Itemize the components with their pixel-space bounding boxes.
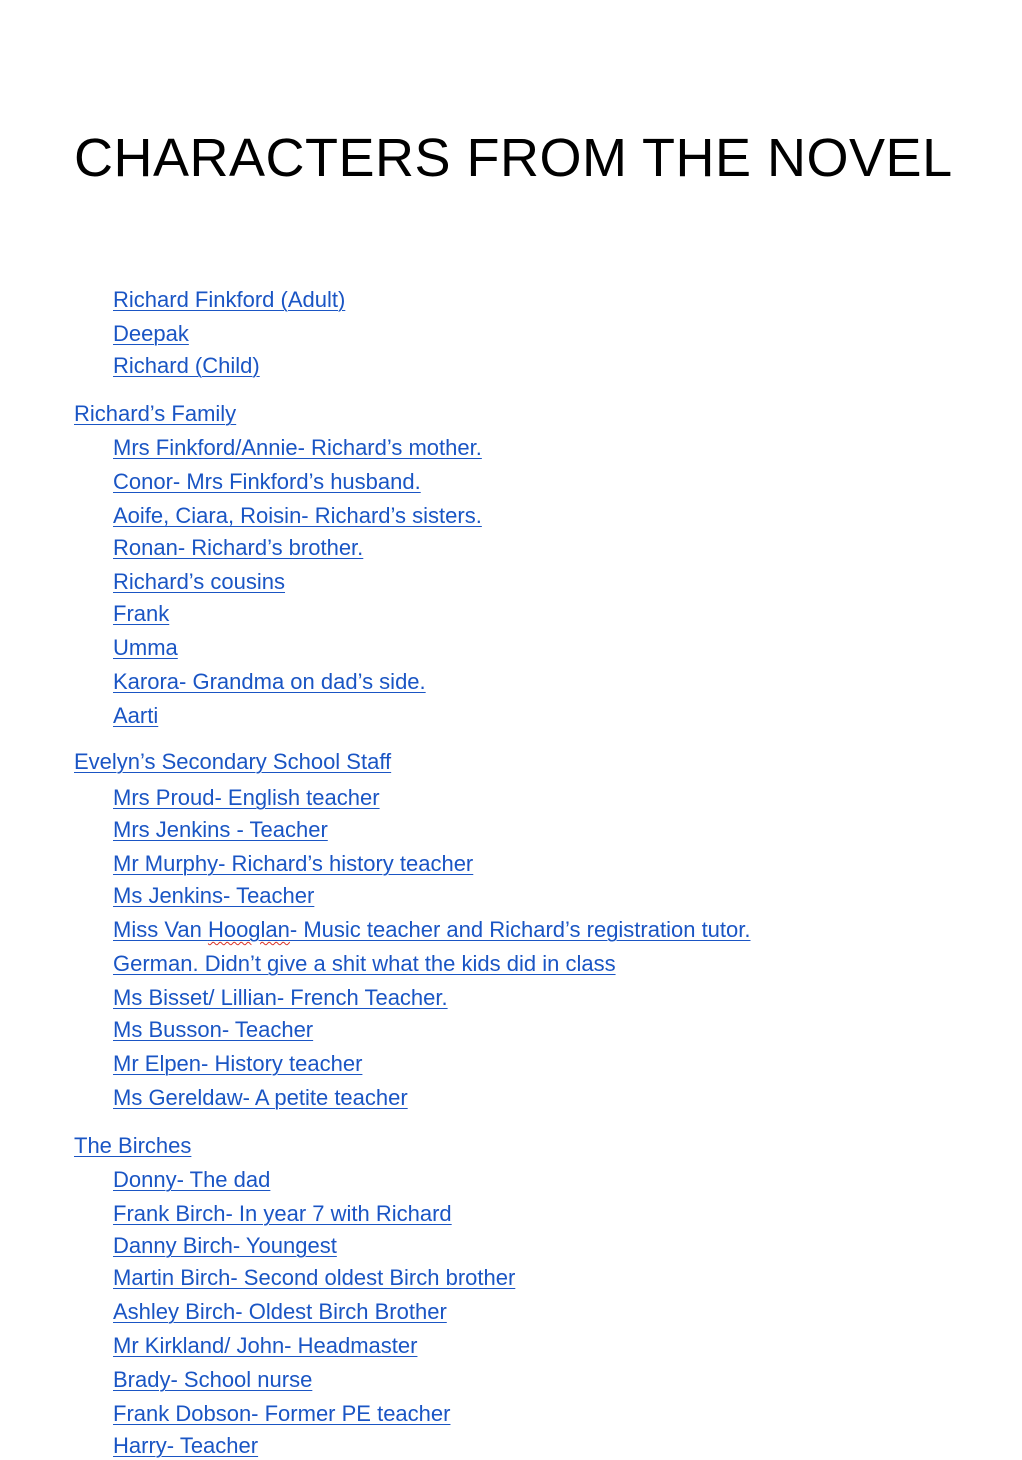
- toc-heading-richards-family[interactable]: Richard’s Family: [74, 401, 237, 426]
- toc-link-mrs-jenkins[interactable]: Mrs Jenkins - Teacher: [113, 817, 328, 842]
- toc-link-ashley-birch[interactable]: Ashley Birch- Oldest Birch Brother: [113, 1299, 447, 1324]
- spellcheck-flagged-word[interactable]: Hooglan: [207, 917, 290, 942]
- toc-link-karora[interactable]: Karora- Grandma on dad’s side.: [113, 669, 426, 694]
- toc-link-mr-elpen[interactable]: Mr Elpen- History teacher: [113, 1051, 363, 1076]
- toc-link-deepak[interactable]: Deepak: [113, 321, 189, 346]
- toc-link-frank-dobson[interactable]: Frank Dobson- Former PE teacher: [113, 1401, 451, 1426]
- toc-heading-school-staff[interactable]: Evelyn’s Secondary School Staff: [74, 749, 392, 774]
- toc-link-ms-bisset[interactable]: Ms Bisset/ Lillian- French Teacher.: [113, 985, 448, 1010]
- toc-heading-the-birches[interactable]: The Birches: [74, 1133, 192, 1158]
- toc-link-ronan[interactable]: Ronan- Richard’s brother.: [113, 535, 364, 560]
- toc-link-conor[interactable]: Conor- Mrs Finkford’s husband.: [113, 469, 421, 494]
- toc-link-martin-birch[interactable]: Martin Birch- Second oldest Birch brother: [113, 1265, 516, 1290]
- toc-link-aarti[interactable]: Aarti: [113, 703, 159, 728]
- toc-link-mr-murphy[interactable]: Mr Murphy- Richard’s history teacher: [113, 851, 474, 876]
- document-title: CHARACTERS FROM THE NOVEL: [74, 128, 953, 188]
- toc-link-mrs-proud[interactable]: Mrs Proud- English teacher: [113, 785, 380, 810]
- toc-link-ms-busson[interactable]: Ms Busson- Teacher: [113, 1017, 314, 1042]
- toc-link-umma[interactable]: Umma: [113, 635, 178, 660]
- toc-link-richard-child[interactable]: Richard (Child): [113, 353, 260, 378]
- toc-link-ms-jenkins[interactable]: Ms Jenkins- Teacher: [113, 883, 315, 908]
- toc-link-german[interactable]: German. Didn’t give a shit what the kids did in class: [113, 951, 616, 976]
- toc-link-frank-birch[interactable]: Frank Birch- In year 7 with Richard: [113, 1201, 452, 1226]
- toc-link-mr-kirkland[interactable]: Mr Kirkland/ John- Headmaster: [113, 1333, 418, 1358]
- toc-link-cousins[interactable]: Richard’s cousins: [113, 569, 286, 594]
- toc-link-richard-finkford-adult[interactable]: Richard Finkford (Adult): [113, 287, 346, 312]
- toc-link-text-suffix: - Music teacher and Richard’s registration tutor.: [289, 917, 751, 942]
- toc-link-brady[interactable]: Brady- School nurse: [113, 1367, 313, 1392]
- toc-link-harry[interactable]: Harry- Teacher: [113, 1433, 259, 1458]
- toc-link-miss-van-hooglan[interactable]: [113, 916, 751, 944]
- toc-link-donny[interactable]: Donny- The dad: [113, 1167, 271, 1192]
- toc-link-text-prefix: Miss Van: [113, 917, 208, 942]
- toc-link-sisters[interactable]: Aoife, Ciara, Roisin- Richard’s sisters.: [113, 503, 482, 528]
- toc-link-ms-gereldaw[interactable]: Ms Gereldaw- A petite teacher: [113, 1085, 408, 1110]
- toc-link-frank[interactable]: Frank: [113, 601, 170, 626]
- toc-link-mrs-finkford[interactable]: Mrs Finkford/Annie- Richard’s mother.: [113, 435, 482, 460]
- toc-link-danny-birch[interactable]: Danny Birch- Youngest: [113, 1233, 337, 1258]
